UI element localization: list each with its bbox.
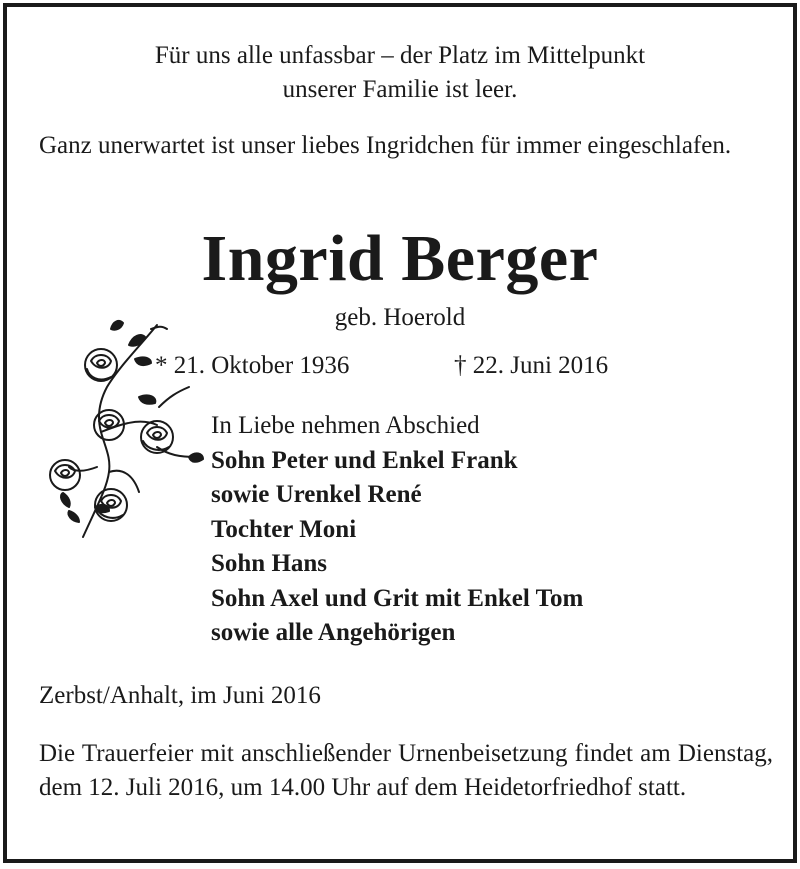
roses-icon bbox=[39, 307, 209, 552]
deceased-name: Ingrid Berger bbox=[201, 222, 599, 295]
intro-line: Für uns alle unfassbar – der Platz im Mittelpunkt bbox=[154, 42, 646, 69]
mourner-entry: sowie alle Angehörigen bbox=[211, 619, 456, 646]
maiden-name: geb. Hoerold bbox=[334, 304, 466, 331]
intro-line: unserer Familie ist leer. bbox=[282, 76, 518, 103]
lead-text: Ganz unerwartet ist unser liebes Ingridchen für immer eingeschlafen. bbox=[39, 132, 732, 159]
mourner-entry: Sohn Axel und Grit mit Enkel Tom bbox=[211, 584, 584, 612]
mourner-entry: Tochter Moni bbox=[211, 515, 357, 543]
birth-date: * 21. Oktober 1936 bbox=[155, 352, 350, 379]
place-date: Zerbst/Anhalt, im Juni 2016 bbox=[39, 682, 321, 709]
death-date: † 22. Juni 2016 bbox=[454, 352, 609, 379]
ceremony-text: Die Trauerfeier mit anschließender Urnenbeisetzung findet am Dienstag, dem 12. Juli 2016, um 14.00 Uhr auf dem Heidetorfriedhof statt. bbox=[39, 740, 773, 801]
mourner-entry: sowie Urenkel René bbox=[211, 481, 422, 508]
mourner-entry: Sohn Peter und Enkel Frank bbox=[211, 446, 518, 474]
mourner-entry: Sohn Hans bbox=[211, 550, 328, 577]
obituary-notice bbox=[3, 3, 797, 863]
mourners-list bbox=[211, 409, 771, 651]
mourners-heading: In Liebe nehmen Abschied bbox=[211, 412, 480, 439]
intro-text bbox=[7, 39, 793, 107]
